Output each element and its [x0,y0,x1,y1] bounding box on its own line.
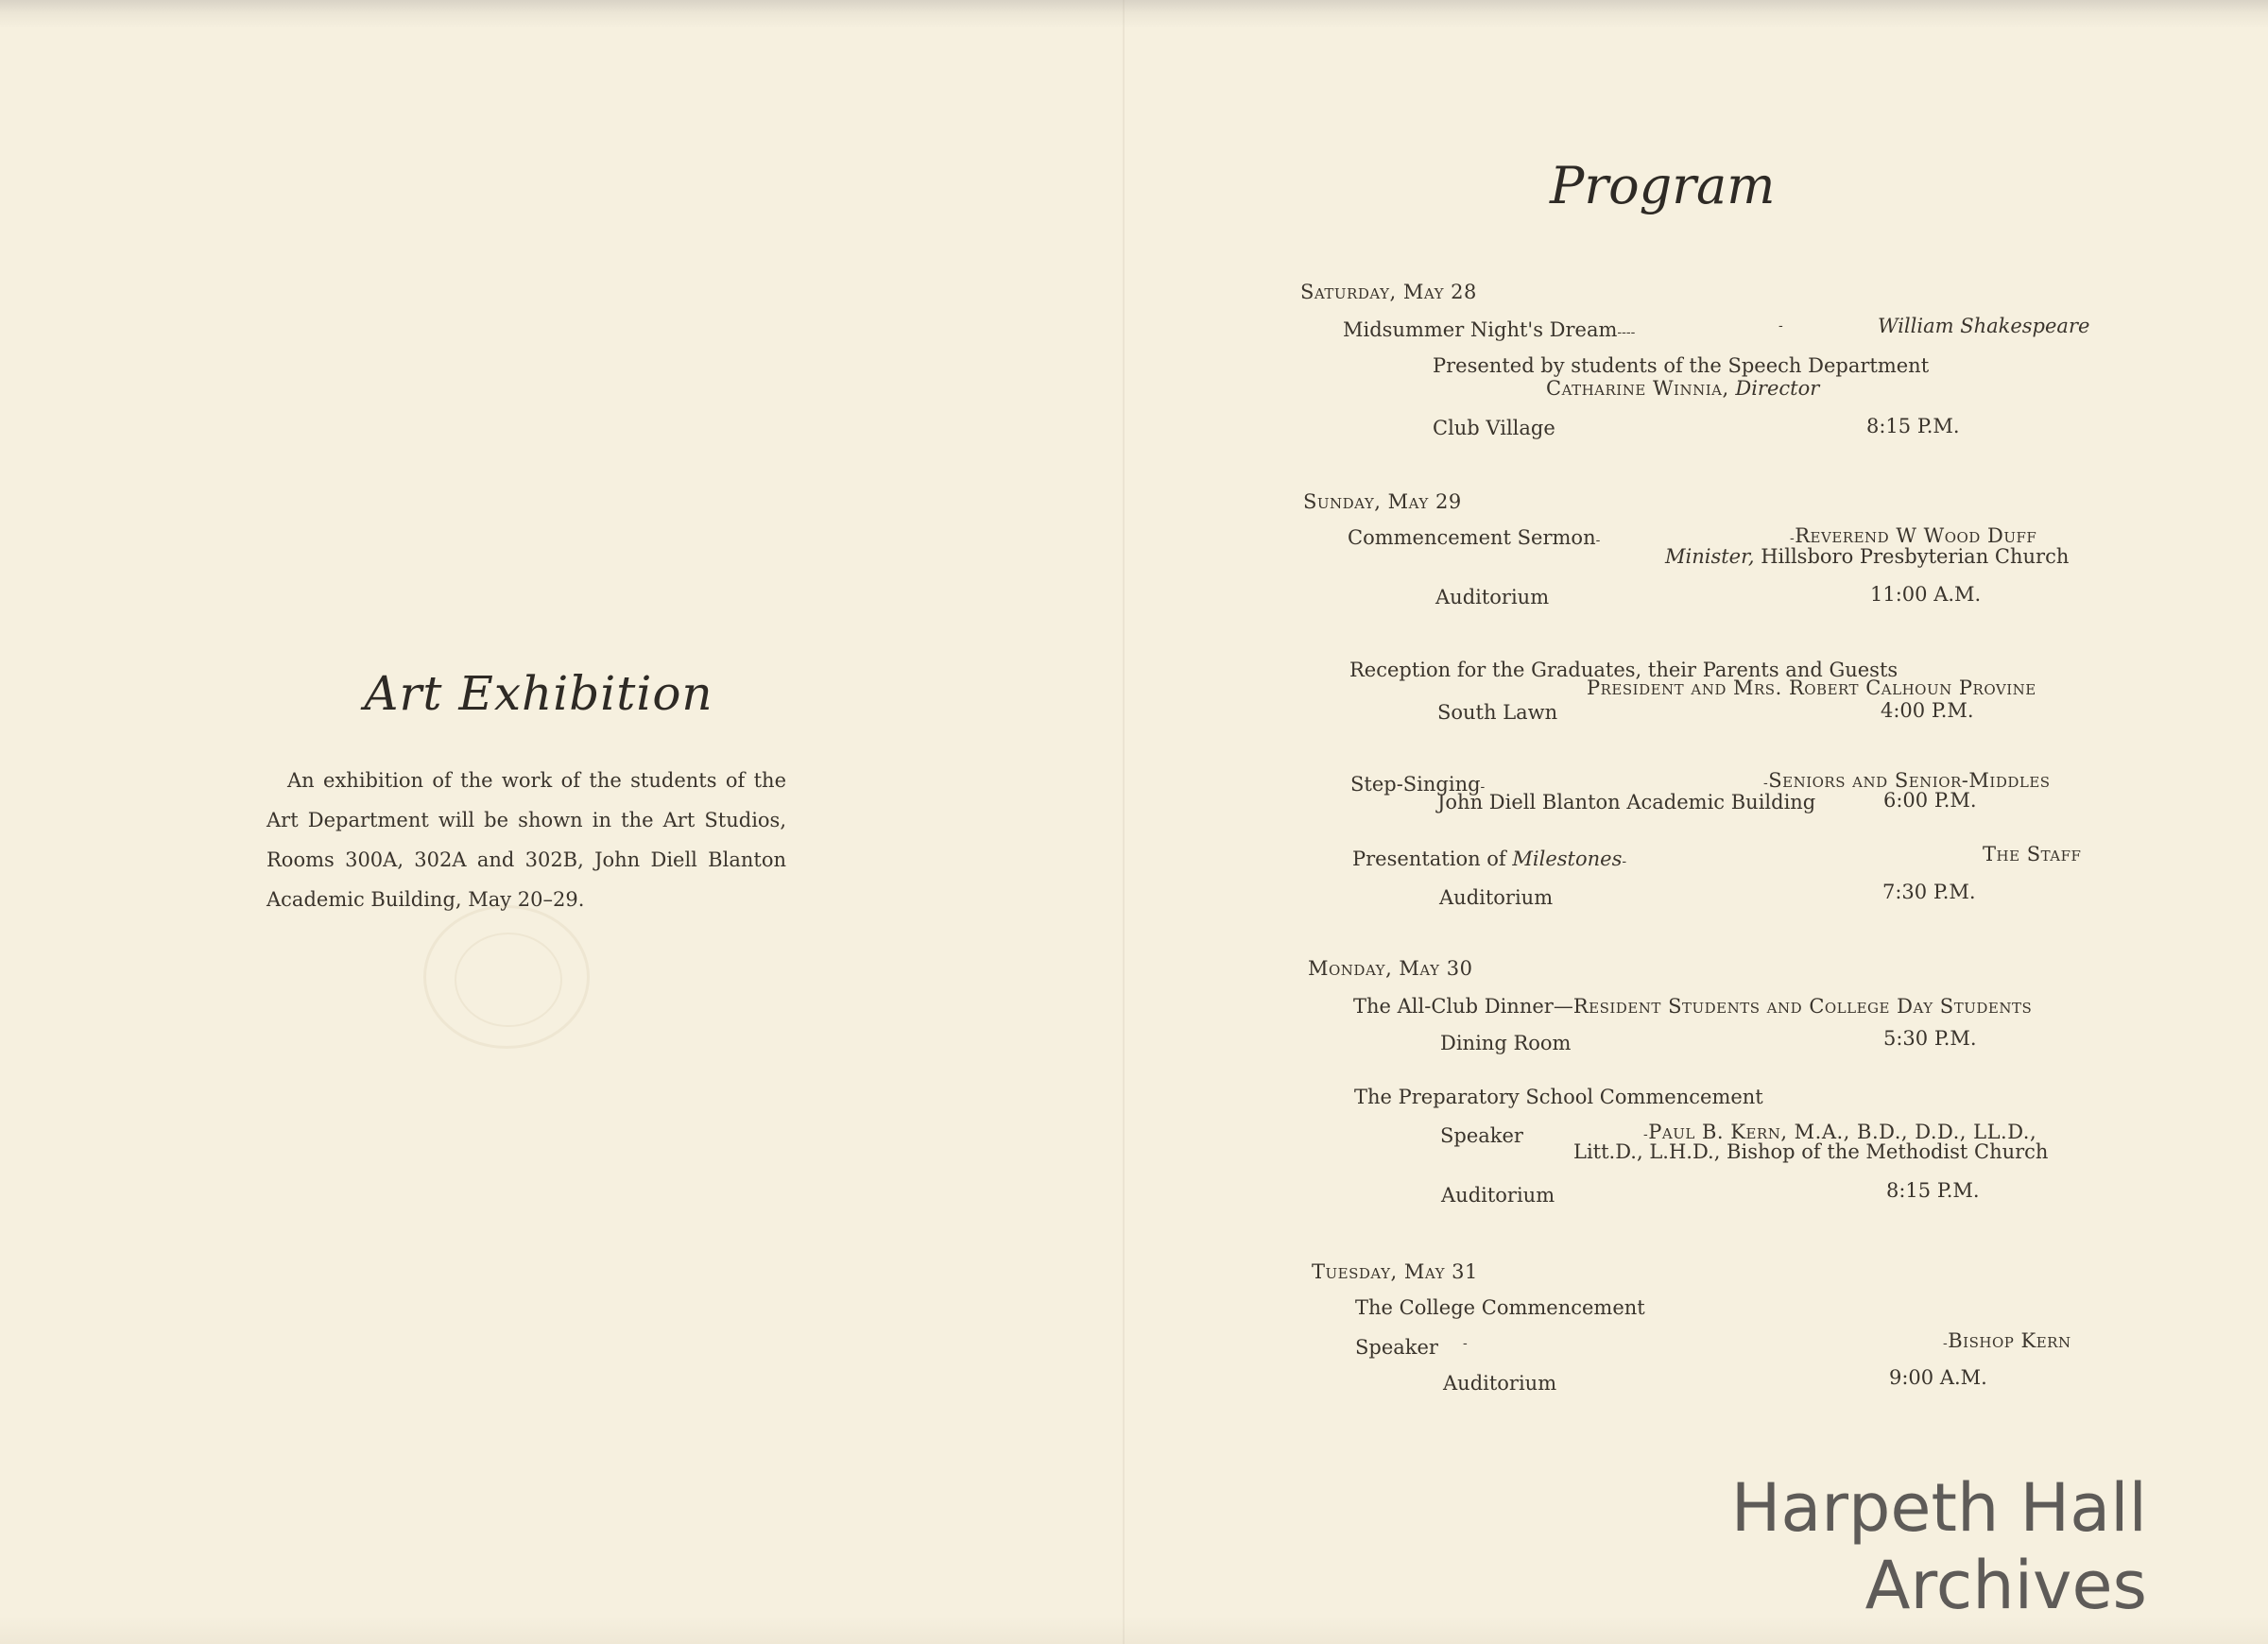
day-heading-monday: Monday, May 30 [1308,957,1473,980]
dash-separator: - [1463,1336,1468,1351]
reception-place: South Lawn [1437,701,1558,724]
archive-watermark: Harpeth Hall Archives [1730,1469,2147,1624]
presentation-place: Auditorium [1439,886,1554,909]
event-midsummer: Midsummer Night's Dream---- [1343,318,1636,341]
event-step-singing: Step-Singing- [1350,773,1486,796]
event-sermon: Commencement Sermon- [1348,526,1601,549]
dinner-place: Dining Room [1440,1032,1572,1054]
sermon-place: Auditorium [1435,586,1550,608]
prep-speaker-line1: -Paul B. Kern, M.A., B.D., D.D., LL.D., [1643,1121,2037,1143]
prep-place: Auditorium [1441,1184,1555,1207]
prep-speaker-line2: Litt.D., L.H.D., Bishop of the Methodist Church [1573,1140,2049,1163]
college-speaker-label: Speaker [1355,1336,1438,1359]
event-reception: Reception for the Graduates, their Parents and Guests [1349,659,1899,681]
event-presented-by: Presented by students of the Speech Department [1433,354,1930,377]
dash-separator: - [1778,318,1783,334]
reception-hosts: President and Mrs. Robert Calhoun Provine [1587,676,2036,699]
singing-group: -Seniors and Senior-Middles [1763,769,2051,792]
event-prep-commencement: The Preparatory School Commencement [1354,1086,1763,1108]
sermon-time: 11:00 A.M. [1870,583,1982,606]
faint-school-seal [423,905,590,1049]
center-fold [1123,0,1125,1644]
prep-speaker-label: Speaker [1440,1124,1523,1147]
event-author: William Shakespeare [1878,315,2090,337]
reception-time: 4:00 P.M. [1881,699,1974,722]
college-speaker: -Bishop Kern [1943,1329,2071,1352]
event-college-commencement: The College Commencement [1355,1296,1645,1319]
event-place: Club Village [1433,417,1555,439]
college-place: Auditorium [1443,1372,1557,1395]
event-dinner: The All-Club Dinner—Resident Students and College Day Students [1353,995,2033,1018]
event-director: Catharine Winnia, Director [1546,377,1820,400]
art-exhibition-description: An exhibition of the work of the students of the Art Department will be shown in the Art Studios, Rooms 300A, 302A and 302B, John Diell Blanton Academic Building, May 20–29. [266,769,786,911]
presentation-by: The Staff [1983,843,2082,865]
minister-church: Minister, Hillsboro Presbyterian Church [1665,545,2070,568]
event-time: 8:15 P.M. [1866,415,1960,437]
dinner-time: 5:30 P.M. [1883,1027,1977,1050]
prep-time: 8:15 P.M. [1886,1179,1980,1202]
college-time: 9:00 A.M. [1889,1366,1987,1389]
event-presentation: Presentation of Milestones- [1352,848,1627,870]
presentation-time: 7:30 P.M. [1882,881,1976,903]
day-heading-saturday: Saturday, May 28 [1300,281,1477,303]
day-heading-sunday: Sunday, May 29 [1303,490,1462,513]
singing-place: John Diell Blanton Academic Building [1437,791,1816,813]
singing-time: 6:00 P.M. [1883,789,1977,812]
day-heading-tuesday: Tuesday, May 31 [1312,1260,1478,1283]
bleed-through-script [208,236,794,569]
art-exhibition-title: Art Exhibition [364,666,713,721]
sermon-minister: -Reverend W Wood Duff [1790,524,2037,547]
program-title: Program [1550,156,1776,215]
